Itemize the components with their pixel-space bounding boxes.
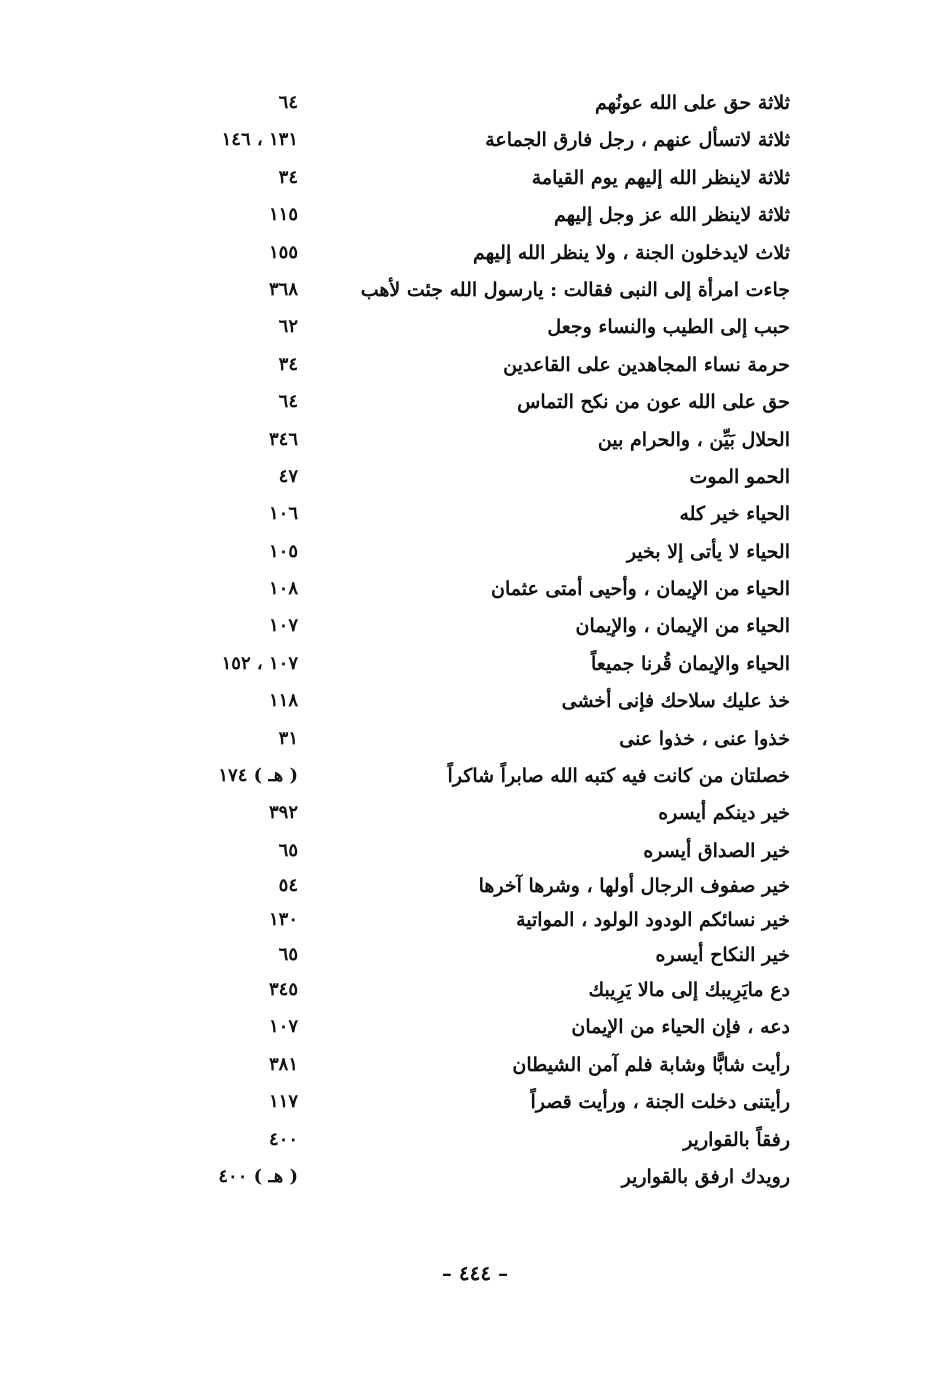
page-refs: ٦٥ xyxy=(278,944,298,966)
index-row xyxy=(150,572,790,609)
page-refs: ١١٨ xyxy=(268,690,298,712)
page-refs: ٣٦٨ xyxy=(268,278,298,300)
index-row xyxy=(150,609,790,646)
index-row xyxy=(150,497,790,534)
hadith-text: الحياء لا يأتى إلا بخير xyxy=(626,540,790,563)
hadith-text: الحياء خير كله xyxy=(679,503,790,526)
index-row xyxy=(150,1123,790,1160)
index-row xyxy=(150,236,790,273)
index-row xyxy=(150,273,790,310)
hadith-text: خير نسائكم الودود الولود ، المواتية xyxy=(516,909,790,932)
index-row xyxy=(150,460,790,497)
hadith-index-list xyxy=(150,86,790,1197)
hadith-text: خير الصداق أيسره xyxy=(643,839,790,862)
index-row xyxy=(150,348,790,385)
index-row xyxy=(150,385,790,422)
page-refs: ٦٤ xyxy=(278,391,298,413)
page-number: – ٤٤٤ – xyxy=(441,1261,509,1285)
page-refs: ٦٢ xyxy=(278,316,298,338)
page-refs: ١٠٧ xyxy=(268,1016,298,1038)
hadith-text: ثلاث لايدخلون الجنة ، ولا ينظر الله إليهم xyxy=(473,241,790,264)
page-refs: ١٠٦ xyxy=(268,503,298,525)
index-row xyxy=(150,722,790,759)
page-refs: ٥٤ xyxy=(278,874,298,896)
page-refs: ١٣٠ xyxy=(268,909,298,931)
hadith-text: ثلاثة لاتسأل عنهم ، رجل فارق الجماعة xyxy=(485,129,790,152)
page-refs: ( هـ ) ٤٠٠ xyxy=(218,1165,298,1187)
hadith-text: خصلتان من كانت فيه كتبه الله صابراً شاكراً xyxy=(447,765,790,788)
page-refs: ١١٥ xyxy=(268,204,298,226)
hadith-text: جاءت امرأة إلى النبى فقالت : يارسول الله جئت لأهب xyxy=(360,278,790,301)
index-row xyxy=(150,1085,790,1122)
hadith-text: الحياء والإيمان قُرنا جميعاً xyxy=(591,652,790,675)
page-refs: ٣٤٥ xyxy=(268,979,298,1000)
hadith-text: خير النكاح أيسره xyxy=(655,944,790,967)
hadith-text: ثلاثة لاينظر الله إليهم يوم القيامة xyxy=(531,166,790,189)
hadith-text: رأيتنى دخلت الجنة ، ورأيت قصراً xyxy=(530,1091,790,1114)
hadith-text: الحمو الموت xyxy=(689,465,790,488)
hadith-text: حق على الله عون من نكح التماس xyxy=(517,391,790,414)
page-refs: ١١٧ xyxy=(268,1091,298,1113)
page-refs: ٦٤ xyxy=(278,92,298,113)
hadith-text: خذوا عنى ، خذوا عنى xyxy=(619,727,790,750)
index-row xyxy=(150,1160,790,1197)
hadith-text: الحياء من الإيمان ، والإيمان xyxy=(575,615,790,638)
index-row xyxy=(150,684,790,721)
page-refs: ١٥٥ xyxy=(268,241,298,263)
index-row xyxy=(150,869,790,904)
page-refs: ٣٤ xyxy=(278,353,298,375)
page-refs: ١٠٥ xyxy=(268,540,298,562)
index-row xyxy=(150,123,790,160)
page-refs: ٣١ xyxy=(278,727,298,749)
hadith-text: حبب إلى الطيب والنساء وجعل xyxy=(547,316,790,339)
index-row xyxy=(150,759,790,796)
page-refs: ١٣١ ، ١٤٦ xyxy=(221,129,298,151)
hadith-text: الحلال بَيِّن ، والحرام بين xyxy=(597,428,790,451)
page-refs: ٣٤ xyxy=(278,166,298,188)
hadith-text: خذ عليك سلاحك فإنى أخشى xyxy=(561,690,790,713)
index-row xyxy=(150,161,790,198)
index-row xyxy=(150,973,790,1010)
page-refs: ١٠٧ xyxy=(268,615,298,637)
index-row xyxy=(150,310,790,347)
page-refs: ٤٠٠ xyxy=(268,1128,298,1150)
index-row xyxy=(150,903,790,938)
hadith-text: ثلاثة حق على الله عونُهم xyxy=(594,92,790,114)
index-row xyxy=(150,647,790,684)
page-refs: ٣٤٦ xyxy=(268,428,298,450)
hadith-text: خير صفوف الرجال أولها ، وشرها آخرها xyxy=(478,874,790,897)
page-refs: ( هـ ) ١٧٤ xyxy=(218,765,298,787)
page-refs: ٣٨١ xyxy=(268,1053,298,1075)
page-refs: ١٠٨ xyxy=(268,578,298,600)
page-refs: ٣٩٢ xyxy=(268,802,298,824)
hadith-text: رويدك ارفق بالقوارير xyxy=(621,1165,790,1188)
index-row xyxy=(150,535,790,572)
hadith-text: رأيت شابًّا وشابة فلم آمن الشيطان xyxy=(512,1053,790,1076)
index-row xyxy=(150,834,790,869)
hadith-text: رفقاً بالقوارير xyxy=(683,1128,790,1151)
index-row xyxy=(150,1010,790,1047)
index-row xyxy=(150,423,790,460)
hadith-text: خير دينكم أيسره xyxy=(658,802,790,825)
index-row xyxy=(150,198,790,235)
page-refs: ١٠٧ ، ١٥٢ xyxy=(221,652,298,674)
hadith-text: الحياء من الإيمان ، وأحيى أمتى عثمان xyxy=(491,578,790,601)
page-refs: ٦٥ xyxy=(278,839,298,861)
index-row xyxy=(150,86,790,123)
index-row xyxy=(150,796,790,833)
hadith-text: ثلاثة لاينظر الله عز وجل إليهم xyxy=(554,204,790,227)
hadith-text: دع مايَرِيبك إلى مالا يَرِيبك xyxy=(588,979,790,1001)
hadith-text: دعه ، فإن الحياء من الإيمان xyxy=(571,1016,790,1039)
page-refs: ٤٧ xyxy=(278,465,298,487)
hadith-text: حرمة نساء المجاهدين على القاعدين xyxy=(503,353,790,376)
index-row xyxy=(150,1048,790,1085)
index-row xyxy=(150,938,790,973)
